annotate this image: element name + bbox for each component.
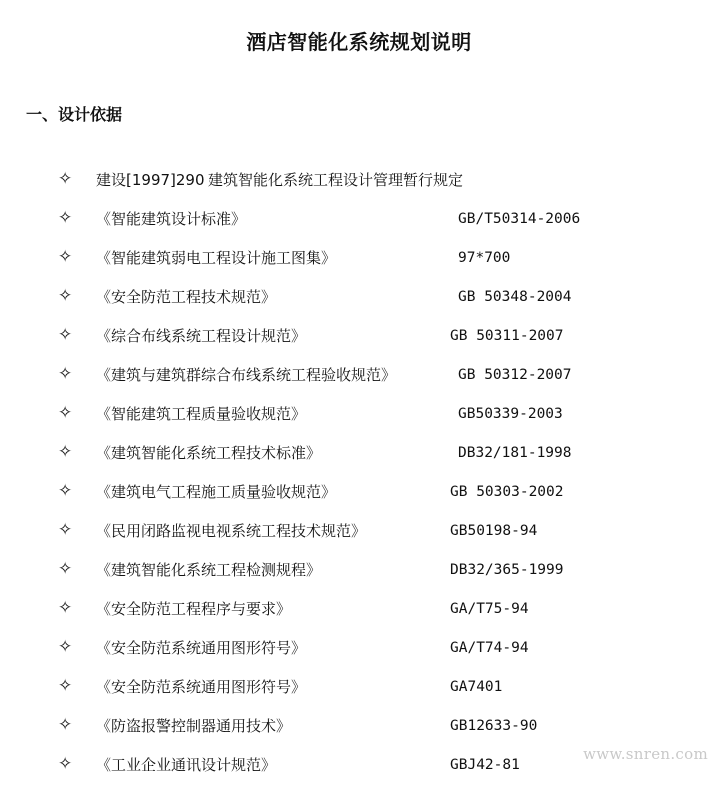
bullet-icon: ✧ xyxy=(58,715,73,735)
list-item xyxy=(0,512,718,551)
standard-code: GA7401 xyxy=(450,679,503,695)
standard-title: 《建筑智能化系统工程技术标准》 xyxy=(96,444,322,462)
standard-title: 《智能建筑弱电工程设计施工图集》 xyxy=(96,249,337,267)
bullet-icon: ✧ xyxy=(58,286,73,306)
list-item xyxy=(0,317,718,356)
list-item xyxy=(0,629,718,668)
standard-code: GB12633-90 xyxy=(450,718,538,734)
standard-code: GB 50312-2007 xyxy=(458,367,572,383)
bullet-icon: ✧ xyxy=(58,208,73,228)
standard-code: GB50198-94 xyxy=(450,523,538,539)
standard-code: GA/T74-94 xyxy=(450,640,529,656)
list-item xyxy=(0,200,718,239)
list-item xyxy=(0,395,718,434)
standard-title: 《智能建筑工程质量验收规范》 xyxy=(96,405,307,423)
standard-code: DB32/181-1998 xyxy=(458,445,572,461)
standard-code: GB 50303-2002 xyxy=(450,484,564,500)
section-heading-design-basis: 一、设计依据 xyxy=(26,105,123,124)
list-item xyxy=(0,239,718,278)
standard-code: GBJ42-81 xyxy=(450,757,520,773)
standard-code: GB 50311-2007 xyxy=(450,328,564,344)
standard-title: 《安全防范工程程序与要求》 xyxy=(96,600,292,618)
list-item xyxy=(0,356,718,395)
bullet-icon: ✧ xyxy=(58,598,73,618)
standard-title: 建设[1997]290 xyxy=(96,171,205,189)
bullet-icon: ✧ xyxy=(58,520,73,540)
bullet-icon: ✧ xyxy=(58,364,73,384)
standard-title: 《建筑电气工程施工质量验收规范》 xyxy=(96,483,337,501)
bullet-icon: ✧ xyxy=(58,481,73,501)
bullet-icon: ✧ xyxy=(58,169,73,189)
list-item xyxy=(0,707,718,746)
bullet-icon: ✧ xyxy=(58,442,73,462)
standard-code: GB/T50314-2006 xyxy=(458,211,581,227)
standard-title: 《工业企业通讯设计规范》 xyxy=(96,756,277,774)
bullet-icon: ✧ xyxy=(58,754,73,774)
document-title: 酒店智能化系统规划说明 xyxy=(246,30,472,54)
standard-title: 《防盗报警控制器通用技术》 xyxy=(96,717,292,735)
bullet-icon: ✧ xyxy=(58,637,73,657)
standard-title: 《综合布线系统工程设计规范》 xyxy=(96,327,307,345)
standard-title: 《智能建筑设计标准》 xyxy=(96,210,247,228)
list-item xyxy=(0,551,718,590)
standard-code: GB50339-2003 xyxy=(458,406,563,422)
list-item xyxy=(0,278,718,317)
standard-code: GA/T75-94 xyxy=(450,601,529,617)
standard-code: GB 50348-2004 xyxy=(458,289,572,305)
bullet-icon: ✧ xyxy=(58,247,73,267)
standard-code: DB32/365-1999 xyxy=(450,562,564,578)
bullet-icon: ✧ xyxy=(58,325,73,345)
standard-title: 《安全防范系统通用图形符号》 xyxy=(96,678,307,696)
list-item xyxy=(0,161,718,200)
standard-code: 97*700 xyxy=(458,250,511,266)
bullet-icon: ✧ xyxy=(58,559,73,579)
list-item xyxy=(0,668,718,707)
standard-title: 《民用闭路监视电视系统工程技术规范》 xyxy=(96,522,367,540)
standard-title: 《建筑智能化系统工程检测规程》 xyxy=(96,561,322,579)
list-item xyxy=(0,590,718,629)
standards-list xyxy=(0,161,718,785)
list-item xyxy=(0,473,718,512)
bullet-icon: ✧ xyxy=(58,403,73,423)
standard-title: 《建筑与建筑群综合布线系统工程验收规范》 xyxy=(96,366,397,384)
standard-title: 《安全防范系统通用图形符号》 xyxy=(96,639,307,657)
standard-title: 《安全防范工程技术规范》 xyxy=(96,288,277,306)
bullet-icon: ✧ xyxy=(58,676,73,696)
standard-code: 建筑智能化系统工程设计管理暂行规定 xyxy=(208,171,464,189)
list-item xyxy=(0,434,718,473)
watermark: www.snren.com xyxy=(583,745,708,763)
